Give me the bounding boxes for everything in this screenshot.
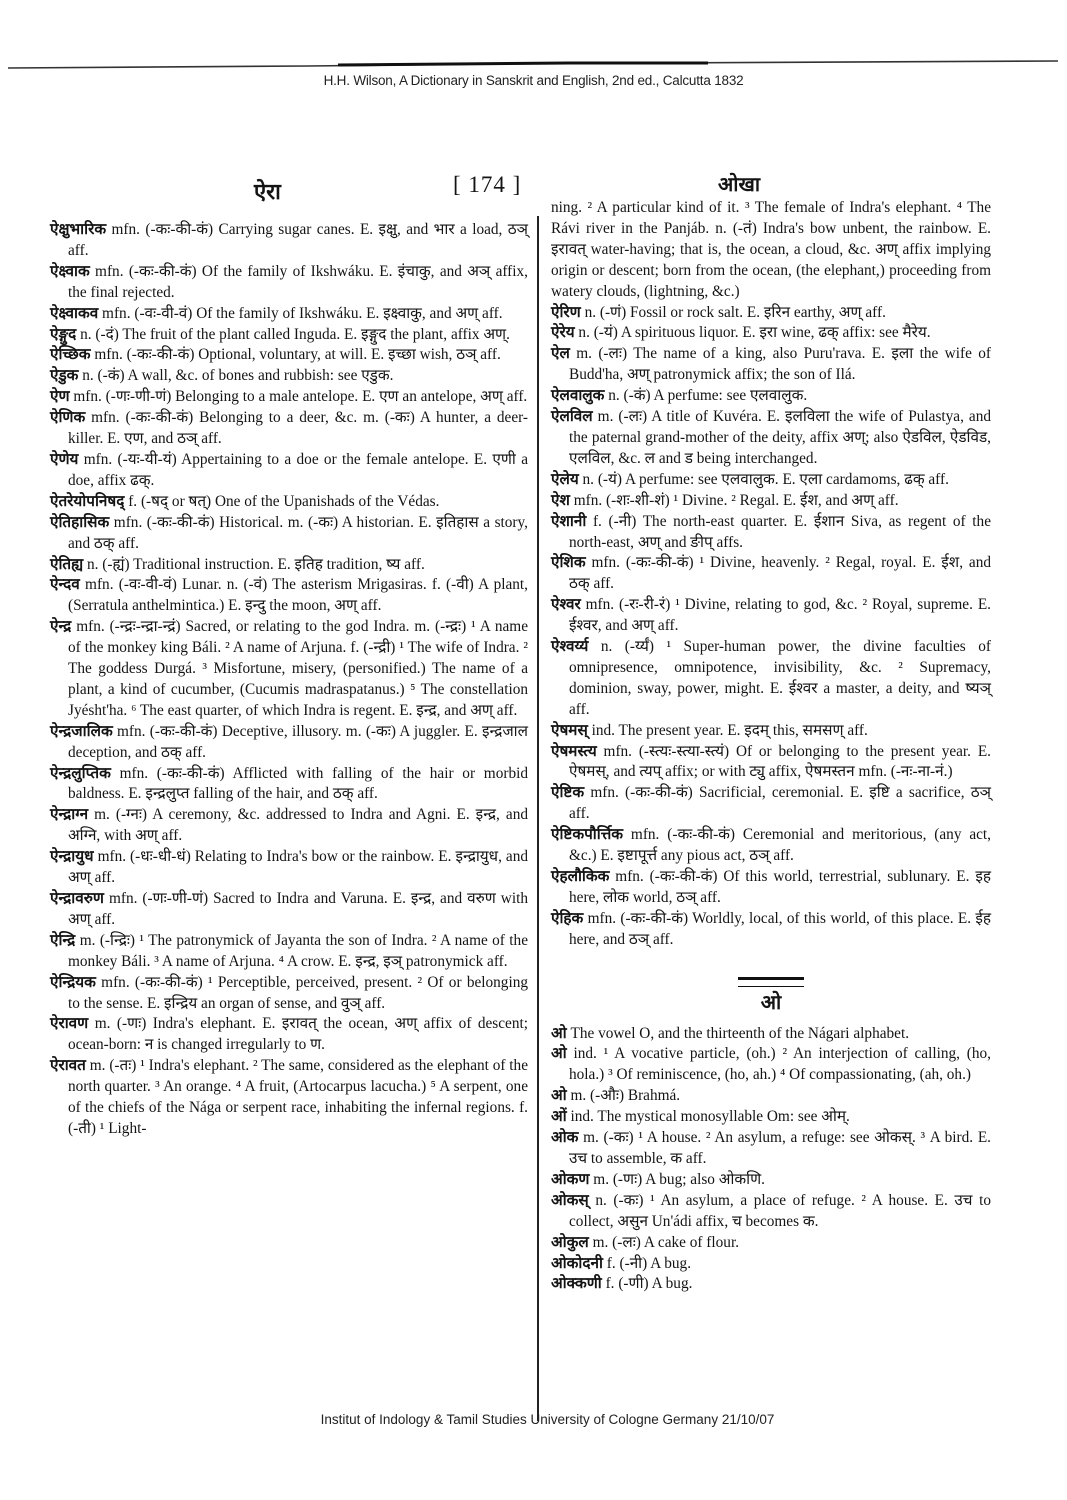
dictionary-entry [551, 1107, 991, 1128]
entry-definition: mfn. (-कः-की-कं) ¹ Divine, heavenly. ² Regal, royal. E. ईश, and ठक् aff. [569, 554, 991, 593]
entry-headword: ऐरावत [50, 1057, 86, 1075]
dictionary-entry [551, 1024, 991, 1045]
dictionary-entry [551, 1274, 991, 1295]
dictionary-entry [50, 450, 528, 492]
entry-headword: ओकस् [551, 1191, 589, 1209]
entry-definition: ind. The present year. E. इदम् this, समसण् aff. [587, 721, 868, 739]
entry-headword: ऐतिहासिक [50, 513, 110, 531]
entry-definition: m. (-ग्नः) A ceremony, &c. addressed to Indra and Agni. E. इन्द्र, and अग्नि, with अण् aff. [68, 806, 528, 845]
entry-definition: mfn. (-कः-की-कं) Afflicted with falling of the hair or morbid baldness. E. इन्द्रलुप्त falling of the hair, and ठक् aff. [68, 764, 528, 803]
entry-headword: ओं [551, 1108, 567, 1126]
entry-definition: mfn. (-कः-की-कं) Worldly, local, of this world, of this place. E. ईह here, and ठञ् aff. [569, 909, 991, 948]
entry-headword: ऐन्द्रियक [50, 973, 96, 991]
entry-headword: ऐन्दव [50, 576, 80, 594]
entry-headword: ऐन्द्रावरुण [50, 890, 104, 907]
entry-headword: ऐश्वर्य्य [551, 638, 589, 656]
entry-headword: ओ [551, 1024, 567, 1042]
dictionary-entry [50, 555, 528, 576]
entry-headword: ऐन्द्रजालिक [50, 722, 113, 740]
entry-headword: ऐण [50, 388, 70, 406]
dictionary-entry [551, 470, 991, 491]
dictionary-entry [50, 220, 528, 262]
entry-definition: m. (-लः) A title of Kuvéra. E. इलविला the wife of Pulastya, and the paternal grand-mother of the deity, affix अण्; also ऐडविल, ऐडविड, एलविल, &c. ल and ड being interchanged. [569, 408, 991, 467]
dictionary-entry [50, 805, 528, 847]
entry-headword: ऐङ्गुद [50, 325, 77, 343]
section-rule [738, 977, 804, 987]
entry-headword: ओकुल [551, 1233, 589, 1251]
entry-headword: ओ [551, 1045, 567, 1063]
entry-headword: ऐडुक [50, 367, 79, 385]
entry-headword: ऐहलौकिक [551, 868, 610, 885]
entry-headword: ऐन्द्रि [50, 931, 76, 949]
entry-headword: ऐतिह्य [50, 555, 84, 573]
entry-definition: mfn. (-कः-की-कं) Optional, voluntary, at will. E. इच्छा wish, ठञ् aff. [90, 346, 501, 364]
entry-headword: ऐश [551, 491, 570, 509]
dictionary-entry [551, 386, 991, 407]
entry-headword: ऐरिण [551, 303, 581, 321]
entry-definition: f. (-नी) The north-east quarter. E. ईशान Siva, as regent of the north-east, अण् and ङीप् affs. [569, 512, 991, 551]
entry-definition: n. (-कं) A wall, &c. of bones and rubbish: see एडुक. [78, 367, 394, 385]
entry-definition: mfn. (-कः-की-कं) Of this world, terrestrial, sublunary. E. इह here, लोक world, ठञ् aff. [569, 868, 991, 906]
dictionary-entry [551, 1086, 991, 1107]
entry-headword: ऐणिक [50, 409, 86, 427]
entry-headword: ओक [551, 1129, 579, 1147]
entry-headword: ऐशानी [551, 512, 587, 530]
entry-definition: m. (-औः) Brahmá. [566, 1087, 681, 1105]
right-column [551, 198, 991, 1295]
dictionary-entry [551, 1233, 991, 1254]
left-column [50, 220, 528, 1140]
dictionary-entry [551, 742, 991, 784]
entry-definition: n. (-ह्यं) Traditional instruction. E. इतिह tradition, ष्य aff. [83, 555, 425, 573]
dictionary-entry [50, 973, 528, 1015]
entry-definition: mfn. (-न्द्रः-न्द्रा-न्द्रं) Sacred, or relating to the god Indra. m. (-न्द्रः) ¹ A name of the monkey king Báli. ² A name of Arjuna. f. (-न्द्री) ¹ The wife of Indra. ² The goddess Durgá. ³ Misfortune, misery, (personified.) The name of a plant, a kind of cucumber, (Cucumis madraspatanus.) ⁵ The constellation Jyésht'ha. ⁶ The east quarter, of which Indra is regent. E. इन्द्र, and अण् aff. [68, 618, 528, 719]
entry-headword: ऐरावण [50, 1015, 89, 1033]
section-entries [551, 1024, 991, 1296]
dictionary-entry [50, 617, 528, 722]
entry-headword: ऐल [551, 345, 570, 363]
entry-definition: mfn. (-रः-री-रं) ¹ Divine, relating to god, &c. ² Royal, supreme. E. ईश्वर, and अण् aff. [569, 596, 991, 635]
dictionary-entry [551, 637, 991, 721]
page-number: [ 174 ] [453, 172, 522, 197]
entry-definition: n. (-णं) Fossil or rock salt. E. इरिन earthy, अण् aff. [580, 303, 886, 321]
entry-headword: ओ [551, 1087, 567, 1105]
entry-headword: ऐक्ष्वाक [50, 262, 90, 280]
entry-headword: ऐष्टिकपौर्त्तिक [551, 826, 624, 844]
entry-definition: mfn. (-कः-की-कं) Carrying sugar canes. E. इक्षु, and भार a load, ठञ् aff. [68, 221, 528, 259]
dictionary-entry [50, 366, 528, 387]
dictionary-entry [551, 323, 991, 344]
section-letter-heading: ओ [760, 991, 782, 1014]
dictionary-entry [50, 345, 528, 366]
entry-headword: ऐहिक [551, 909, 584, 927]
entry-headword: ऐषमस् [551, 721, 588, 739]
dictionary-entry [551, 553, 991, 595]
dictionary-entry [551, 1044, 991, 1086]
entry-headword: ऐश्वर [551, 596, 581, 614]
entry-definition: mfn. (-शः-शी-शं) ¹ Divine. ² Regal. E. ईश, and अण् aff. [569, 491, 899, 509]
entry-headword: ओकण [551, 1170, 590, 1188]
dictionary-entry [551, 825, 991, 867]
entry-definition: mfn. (-धः-धी-धं) Relating to Indra's bow or the rainbow. E. इन्द्रायुध, and अण् aff. [68, 848, 528, 887]
dictionary-entry [551, 344, 991, 386]
left-guide-word: ऐरा [254, 179, 281, 204]
entry-headword: ऐच्छिक [50, 346, 91, 364]
entry-definition: f. (-षद् or षत्) One of the Upanishads of the Védas. [124, 492, 440, 510]
entry-definition: m. (-न्द्रिः) ¹ The patronymick of Jayanta the son of Indra. ² A name of the monkey Báli. ³ A name of Arjuna. ⁴ A crow. E. इन्द्र, इञ् patronymick aff. [68, 931, 528, 970]
dictionary-entry [50, 722, 528, 764]
entry-definition: n. (-कः) ¹ An asylum, a place of refuge. ² A house. E. उच to collect, असुन Un'ádi affix, च becomes क. [569, 1191, 991, 1230]
entry-definition: mfn. (-कः-की-कं) Sacrificial, ceremonial. E. इष्टि a sacrifice, ठञ् aff. [569, 784, 991, 823]
entry-headword: ऐक्षुभारिक [50, 221, 107, 238]
footer-caption: Institut of Indology & Tamil Studies University of Cologne Germany 21/10/07 [320, 1412, 775, 1427]
entry-definition: mfn. (-कः-की-कं) Of the family of Ikshwáku. E. इंचाकु, and अञ् affix, the final rejected. [68, 262, 528, 301]
dictionary-entry [551, 1128, 991, 1170]
dictionary-entry [551, 407, 991, 470]
entry-headword: ऐतरेयोपनिषद् [50, 492, 125, 510]
entry-headword: ओकोदनी [551, 1254, 603, 1272]
dictionary-entry [50, 575, 528, 617]
entry-definition: mfn. (-कः-की-कं) Historical. m. (-कः) A historian. E. इतिहास a story, and ठक् aff. [68, 513, 528, 552]
entry-headword: ऐलेय [551, 470, 579, 488]
entry-definition: m. (-लः) A cake of flour. [588, 1233, 740, 1251]
entry-headword: ऐक्ष्वाकव [50, 304, 99, 322]
entry-headword: ऐलवालुक [551, 387, 605, 405]
dictionary-entry [551, 909, 991, 951]
dictionary-entry [551, 303, 991, 324]
entry-definition: mfn. (-वः-वी-वं) Lunar. n. (-वं) The asterism Mrigasiras. f. (-वी) A plant, (Serratula anthelmintica.) E. इन्दु the moon, अण् aff. [68, 576, 528, 615]
column-divider [537, 216, 539, 1421]
dictionary-entry [50, 764, 528, 806]
entry-definition: m. (-णः) A bug; also ओकणि. [589, 1170, 766, 1188]
dictionary-entry [551, 867, 991, 909]
entry-headword: ओक्कणी [551, 1275, 602, 1293]
right-entries [551, 303, 991, 951]
dictionary-entry [50, 304, 528, 325]
entry-definition: ind. ¹ A vocative particle, (oh.) ² An interjection of calling, (ho, hola.) ³ Of reminiscence, (ho, ah.) ⁴ Of compassionating, (ah, oh.) [566, 1045, 991, 1084]
entry-headword: ऐणेय [50, 450, 79, 468]
dictionary-entry [551, 1191, 991, 1233]
continued-entry-text: ning. ² A particular kind of it. ³ The female of Indra's elephant. ⁴ The Rávi river in the Panjáb. n. (-तं) Indra's bow unbent, the rainbow. E. इरावत् water-having; that is, the ocean, a cloud, &c. अण् affix implying origin or descent; born from the ocean, (the elephant,) proceeding from watery clouds, (lightning, &c.) [551, 199, 991, 300]
entry-headword: ऐष्टिक [551, 784, 585, 802]
entry-definition: mfn. (-णः-णी-णं) Sacred to Indra and Varuna. E. इन्द्र, and वरुण with अण् aff. [68, 890, 528, 928]
dictionary-entry [551, 512, 991, 554]
dictionary-entry [551, 783, 991, 825]
entry-headword: ऐशिक [551, 554, 586, 572]
entry-definition: mfn. (-यः-यी-यं) Appertaining to a doe or the female antelope. E. एणी a doe, affix ढक्. [68, 450, 528, 489]
entry-definition: m. (-तः) ¹ Indra's elephant. ² The same, considered as the elephant of the north quarter. ³ An orange. ⁴ A fruit, (Artocarpus lacucha.) ⁵ A serpent, one of the chiefs of the Nága or serpent race, inhabiting the infernal regions. f. (-ती) ¹ Light- [68, 1057, 528, 1137]
entry-headword: ऐन्द्र [50, 618, 72, 636]
entry-definition: The vowel O, and the thirteenth of the Nágari alphabet. [566, 1024, 910, 1042]
entry-definition: n. (-कं) A perfume: see एलवालुक. [604, 387, 808, 405]
entry-definition: ind. The mystical monosyllable Om: see ओम्. [566, 1108, 850, 1126]
entry-definition: m. (-णः) Indra's elephant. E. इरावत् the ocean, अण् affix of descent; ocean-born: न is changed irregularly to ण. [68, 1015, 528, 1054]
dictionary-entry [50, 1056, 528, 1140]
dictionary-entry [50, 847, 528, 889]
dictionary-entry [50, 1014, 528, 1056]
entry-definition: mfn. (-वः-वी-वं) Of the family of Ikshwáku. E. इक्ष्वाकु, and अण् aff. [98, 304, 503, 322]
dictionary-entry [50, 387, 528, 408]
entry-definition: mfn. (-कः-की-कं) Ceremonial and meritorious, (any act, &c.) E. इष्टापूर्त्त any pious act, ठञ् aff. [569, 826, 991, 865]
dictionary-entry [50, 931, 528, 973]
entry-definition: mfn. (-स्त्यः-स्त्या-स्त्यं) Of or belonging to the present year. E. ऐषमस्, and त्यप् affix; or with ट्यु affix, ऐषमस्तन mfn. (-नः-ना-नं.) [569, 742, 991, 781]
dictionary-entry [551, 1254, 991, 1275]
entry-headword: ऐन्द्रायुध [50, 848, 94, 866]
entry-headword: ऐलविल [551, 408, 593, 426]
dictionary-entry [551, 721, 991, 742]
entry-definition: n. (-यं) A spirituous liquor. E. इरा wine, ढक् affix: see मैरेय. [574, 324, 931, 342]
entry-definition: f. (-णी) A bug. [601, 1275, 693, 1293]
entry-definition: mfn. (-कः-की-कं) Deceptive, illusory. m. (-कः) A juggler. E. इन्द्रजाल deception, and ठक् aff. [68, 722, 528, 761]
entry-definition: n. (-र्य्यं) ¹ Super-human power, the divine faculties of omnipresence, omnipotence, invisibility, &c. ² Supremacy, dominion, sway, power, might. E. ईश्वर a master, a deity, and ष्यञ् aff. [569, 638, 991, 718]
entry-definition: mfn. (-कः-की-कं) ¹ Perceptible, perceived, present. ² Of or belonging to the sense. E. इन्द्रिय an organ of sense, and वुञ् aff. [68, 973, 528, 1012]
dictionary-entry [551, 1170, 991, 1191]
entry-definition: m. (-लः) The name of a king, also Puru'rava. E. इला the wife of Budd'ha, अण् patronymick affix; the son of Ilá. [569, 345, 991, 384]
entry-definition: n. (-यं) A perfume: see एलवालुक. E. एला cardamoms, ढक् aff. [578, 470, 949, 488]
dictionary-entry [551, 595, 991, 637]
scan-artifact-line [8, 60, 1058, 70]
dictionary-entry [50, 492, 528, 513]
dictionary-entry [50, 889, 528, 931]
entry-headword: ऐरेय [551, 324, 575, 342]
source-caption: H.H. Wilson, A Dictionary in Sanskrit and English, 2nd ed., Calcutta 1832 [323, 73, 744, 88]
entry-headword: ऐन्द्राग्न [50, 806, 89, 824]
dictionary-entry [50, 262, 528, 304]
entry-definition: m. (-कः) ¹ A house. ² An asylum, a refuge: see ओकस्. ³ A bird. E. उच to assemble, क aff. [569, 1129, 991, 1167]
dictionary-entry [50, 325, 528, 346]
entry-definition: n. (-दं) The fruit of the plant called Inguda. E. इङ्गुद the plant, affix अण्. [76, 325, 510, 343]
entry-definition: mfn. (-णः-णी-णं) Belonging to a male antelope. E. एण an antelope, अण् aff. [69, 388, 528, 406]
entry-definition: mfn. (-कः-की-कं) Belonging to a deer, &c. m. (-कः) A hunter, a deer-killer. E. एण, and ठञ् aff. [68, 409, 528, 448]
entry-headword: ऐन्द्रलुप्तिक [50, 764, 111, 782]
dictionary-entry [50, 513, 528, 555]
dictionary-entry [551, 491, 991, 512]
entry-definition: f. (-नी) A bug. [602, 1254, 692, 1272]
dictionary-entry [50, 408, 528, 450]
entry-headword: ऐषमस्त्य [551, 742, 597, 760]
right-guide-word: ओखा [718, 174, 760, 196]
